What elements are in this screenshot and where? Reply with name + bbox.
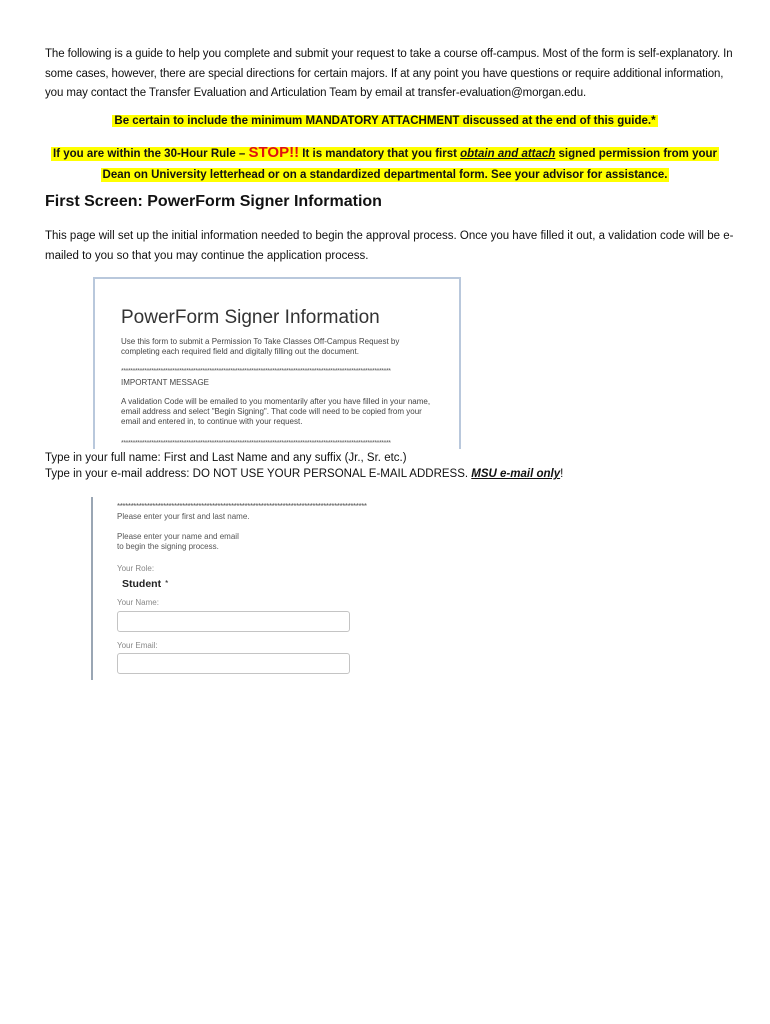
enter-both-text-1: Please enter your name and email	[117, 532, 239, 541]
msu-email-emphasis: MSU e-mail only	[471, 468, 561, 480]
email-instruction	[45, 466, 563, 482]
stop-notice-emphasis: obtain and attach	[460, 148, 556, 160]
divider-dots: ********************************************************************************************	[117, 502, 367, 511]
divider-dots: ********************************************************************************************************************	[121, 440, 391, 447]
powerform-screenshot	[93, 277, 461, 449]
stop-label: STOP!!	[248, 144, 300, 161]
signer-form-screenshot	[91, 497, 393, 680]
name-instruction: Type in your full name: First and Last Name and any suffix (Jr., Sr. etc.)	[45, 452, 407, 464]
email-instruction-end: !	[560, 468, 564, 480]
role-value-text: Student	[122, 578, 162, 590]
stop-notice-part3: signed permission from your	[555, 148, 717, 160]
section-heading: First Screen: PowerForm Signer Information	[45, 193, 382, 210]
required-mark: *	[165, 579, 169, 588]
name-field[interactable]	[117, 611, 350, 632]
role-value	[122, 579, 168, 589]
divider-dots: ********************************************************************************************************************	[121, 368, 391, 375]
stop-notice-part2: It is mandatory that you first	[299, 148, 461, 160]
enter-name-text: Please enter your first and last name.	[117, 512, 250, 521]
stop-notice-line2: Dean on University letterhead or on a standardized departmental form. See your advisor for assistance.	[102, 169, 668, 181]
intro-paragraph: The following is a guide to help you complete and submit your request to take a course off-campus. Most of the form is self-explanatory. In some cases, however, there are special directions for certain majors. If at any point you have questions or require additional information, you may contact the Transfer Evaluation and Articulation Team by email at transfer-evaluation@morgan.edu.	[45, 48, 733, 99]
stop-notice	[50, 142, 720, 186]
enter-both-text-2: to begin the signing process.	[117, 542, 219, 551]
important-message-text: A validation Code will be emailed to you momentarily after you have filled in your name, email address and select "Begin Signing". That code will need to be copied from your email and entered in, to continue with your request.	[121, 397, 431, 426]
mandatory-note-text: Be certain to include the minimum MANDATORY ATTACHMENT discussed at the end of this guide.*	[114, 115, 656, 127]
mandatory-note	[0, 111, 770, 131]
email-label: Your Email:	[117, 641, 158, 650]
name-label: Your Name:	[117, 598, 159, 607]
email-field[interactable]	[117, 653, 350, 674]
important-message-label: IMPORTANT MESSAGE	[121, 378, 210, 387]
stop-notice-part1: If you are within the 30-Hour Rule –	[53, 148, 249, 160]
role-label: Your Role:	[117, 564, 155, 573]
email-instruction-text: Type in your e-mail address: DO NOT USE YOUR PERSONAL E-MAIL ADDRESS.	[45, 468, 472, 480]
stop-notice-line1	[51, 144, 719, 161]
powerform-title: PowerForm Signer Information	[121, 307, 380, 328]
powerform-description: Use this form to submit a Permission To Take Classes Off-Campus Request by completing each required field and digitally filling out the document.	[121, 337, 400, 356]
section-paragraph: This page will set up the initial information needed to begin the approval process. Once you have filled it out, a validation code will be e-mailed to you so that you may continue the application process.	[45, 230, 734, 262]
